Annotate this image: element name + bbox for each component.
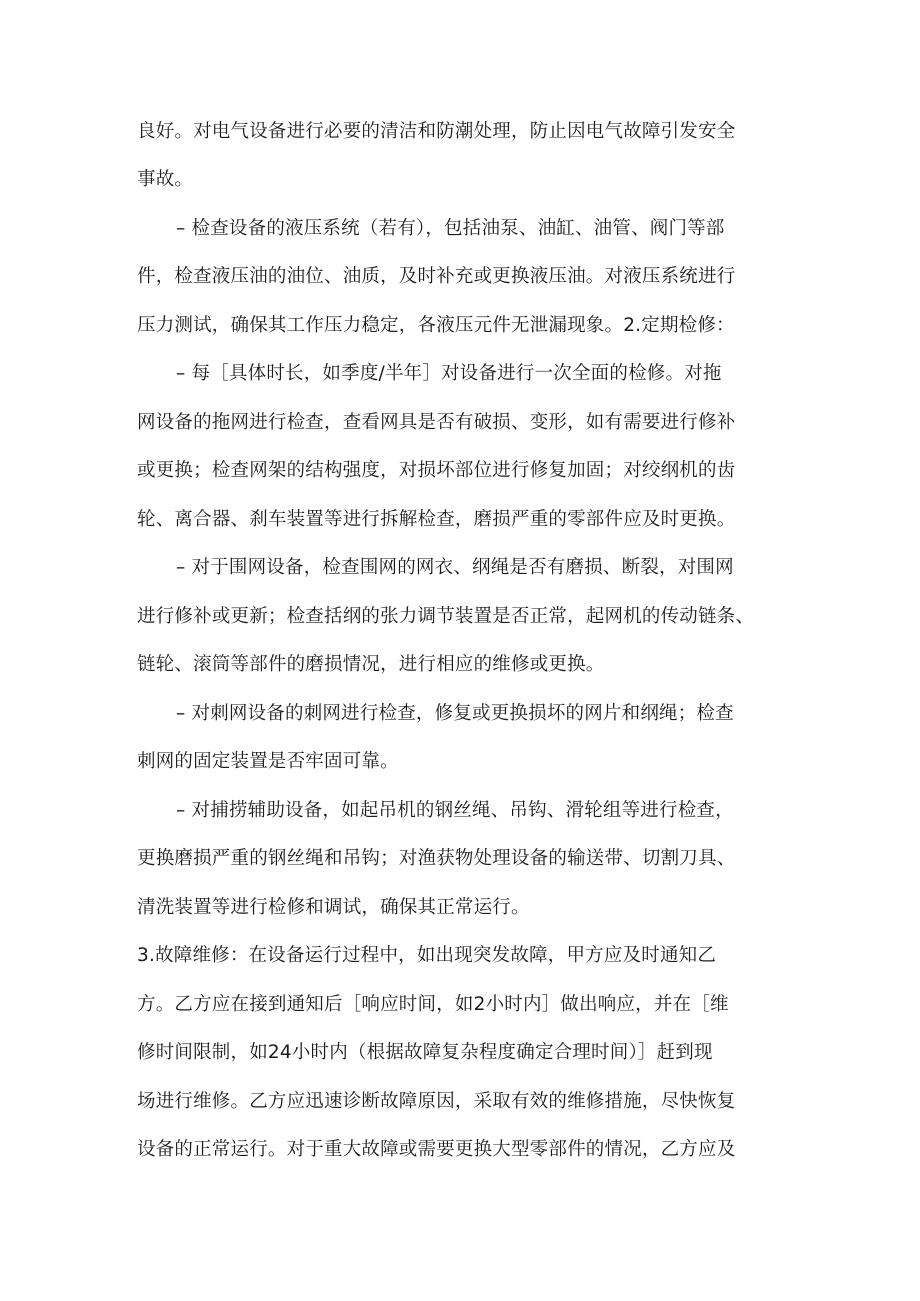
text-line: – 检查设备的液压系统（若有），包括油泵、油缸、油管、阀门等部 bbox=[176, 218, 725, 239]
text-line: 事故。 bbox=[137, 169, 194, 190]
text-line: 场进行维修。乙方应迅速诊断故障原因，采取有效的维修措施，尽快恢复 bbox=[137, 1091, 736, 1112]
text-line: 进行修补或更新；检查括纲的张力调节装置是否正常，起网机的传动链条、 bbox=[137, 606, 755, 627]
text-line: 良好。对电气设备进行必要的清洁和防潮处理，防止因电气故障引发安全 bbox=[137, 121, 736, 142]
text-line: – 每［具体时长，如季度/半年］对设备进行一次全面的检修。对拖 bbox=[176, 363, 722, 384]
text-line: 链轮、滚筒等部件的磨损情况，进行相应的维修或更换。 bbox=[137, 654, 605, 675]
text-line: – 对于围网设备，检查围网的网衣、纲绳是否有磨损、断裂，对围网 bbox=[176, 557, 734, 578]
text-line: 轮、离合器、刹车装置等进行拆解检查，磨损严重的零部件应及时更换。 bbox=[137, 509, 736, 530]
text-line: 网设备的拖网进行检查，查看网具是否有破损、变形，如有需要进行修补 bbox=[137, 412, 736, 433]
text-line: 清洗装置等进行检修和调试，确保其正常运行。 bbox=[137, 897, 530, 918]
text-line: – 对捕捞辅助设备，如起吊机的钢丝绳、吊钩、滑轮组等进行检查， bbox=[176, 800, 734, 821]
text-line: – 对刺网设备的刺网进行检查，修复或更换损坏的网片和纲绳；检查 bbox=[176, 703, 734, 724]
text-line: 设备的正常运行。对于重大故障或需要更换大型零部件的情况，乙方应及 bbox=[137, 1139, 736, 1160]
text-line: 3.故障维修：在设备运行过程中，如出现突发故障，甲方应及时通知乙 bbox=[137, 945, 717, 966]
text-line: 件，检查液压油的油位、油质，及时补充或更换液压油。对液压系统进行 bbox=[137, 266, 736, 287]
text-line: 更换磨损严重的钢丝绳和吊钩；对渔获物处理设备的输送带、切割刀具、 bbox=[137, 848, 736, 869]
text-line: 方。乙方应在接到通知后［响应时间，如2小时内］做出响应，并在［维 bbox=[137, 994, 729, 1015]
text-line: 刺网的固定装置是否牢固可靠。 bbox=[137, 751, 399, 772]
text-line: 修时间限制，如24小时内（根据故障复杂程度确定合理时间）］赶到现 bbox=[137, 1042, 713, 1063]
text-line: 压力测试，确保其工作压力稳定，各液压元件无泄漏现象。2.定期检修： bbox=[137, 315, 735, 336]
text-line: 或更换；检查网架的结构强度，对损坏部位进行修复加固；对绞纲机的齿 bbox=[137, 460, 736, 481]
